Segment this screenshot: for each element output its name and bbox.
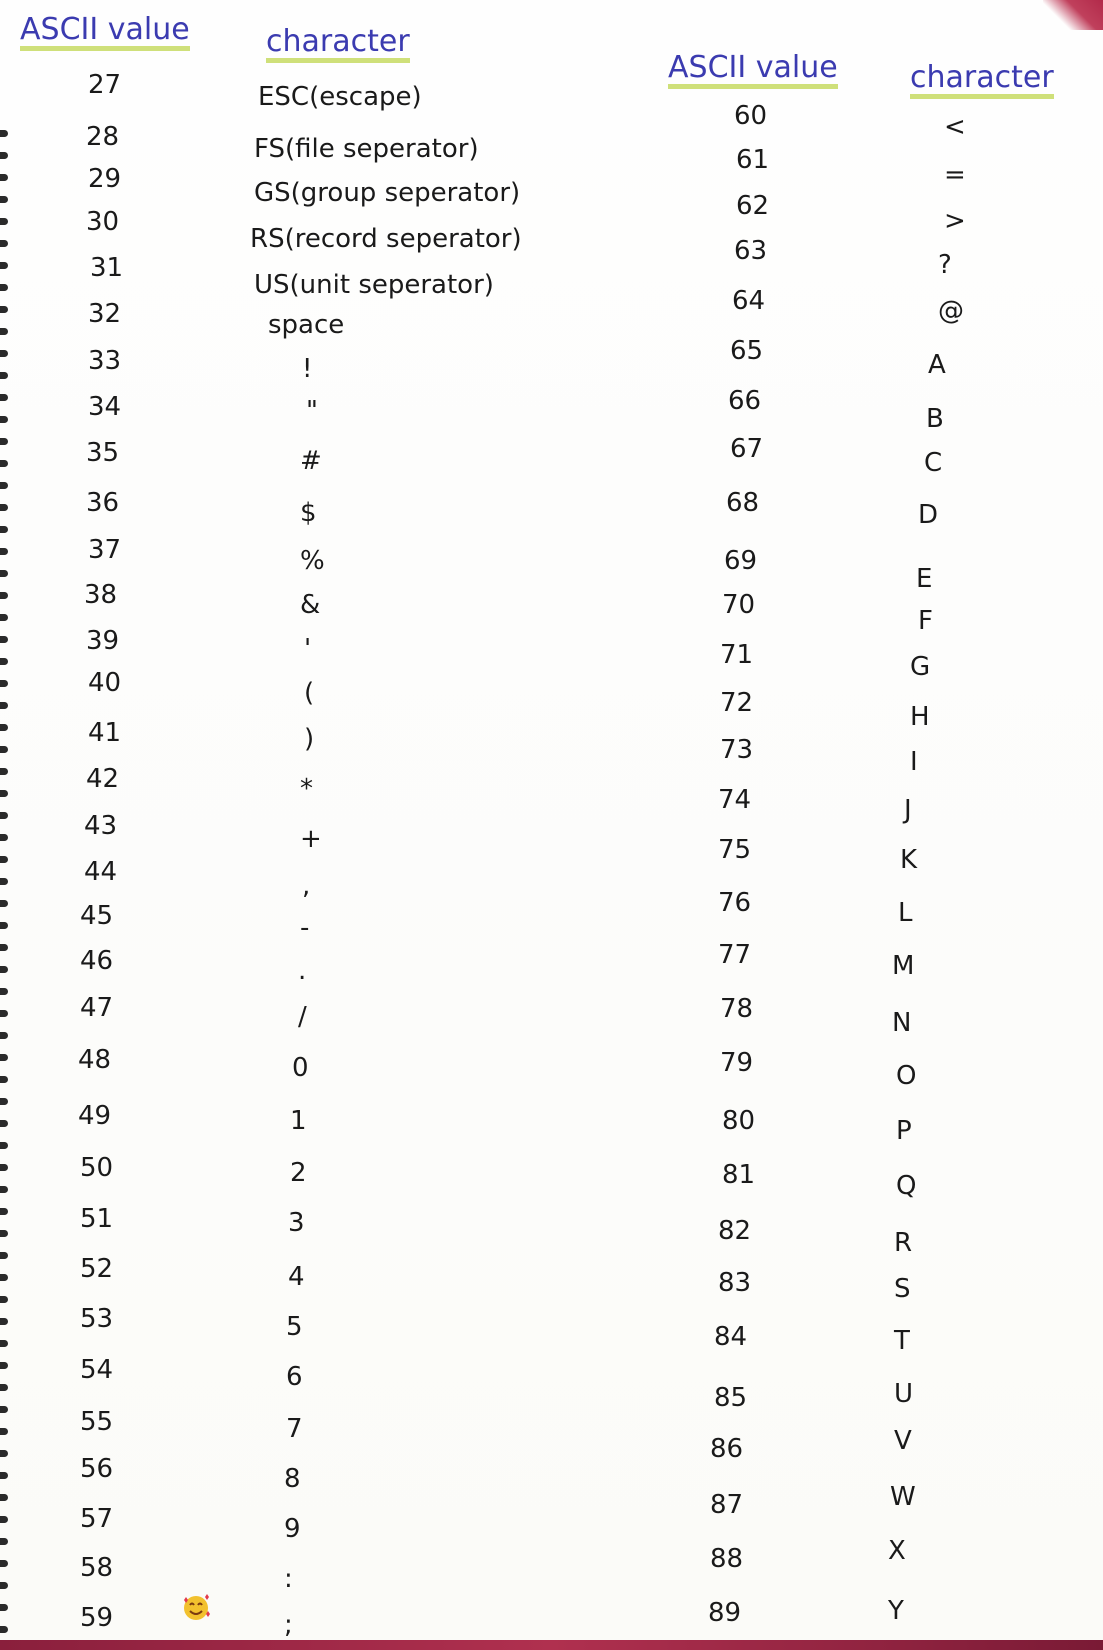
right-character-cell: G bbox=[910, 652, 931, 682]
left-character-cell: % bbox=[300, 546, 325, 576]
right-ascii-value-cell: 65 bbox=[730, 336, 764, 366]
spiral-ring bbox=[0, 1626, 8, 1633]
left-ascii-value-cell: 43 bbox=[84, 811, 118, 841]
left-ascii-value-cell: 31 bbox=[90, 253, 124, 283]
spiral-ring bbox=[0, 460, 8, 467]
left-ascii-value-cell: 58 bbox=[80, 1553, 114, 1583]
right-character-cell: Q bbox=[896, 1171, 917, 1201]
right-character-cell: > bbox=[944, 206, 966, 236]
spiral-ring bbox=[0, 658, 8, 665]
right-ascii-value-cell: 75 bbox=[718, 835, 752, 865]
spiral-ring bbox=[0, 416, 8, 423]
left-character-cell: ( bbox=[304, 678, 315, 708]
spiral-ring bbox=[0, 438, 8, 445]
right-character-cell: U bbox=[894, 1379, 914, 1409]
spiral-ring bbox=[0, 1384, 8, 1391]
right-ascii-value-cell: 81 bbox=[722, 1160, 756, 1190]
right-ascii-value-cell: 79 bbox=[720, 1048, 754, 1078]
spiral-ring bbox=[0, 812, 8, 819]
left-character-cell: RS(record seperator) bbox=[250, 224, 522, 254]
spiral-ring bbox=[0, 922, 8, 929]
spiral-ring bbox=[0, 526, 8, 533]
right-character-cell: E bbox=[916, 564, 933, 594]
spiral-ring bbox=[0, 856, 8, 863]
right-ascii-value-cell: 82 bbox=[718, 1216, 752, 1246]
spiral-ring bbox=[0, 1142, 8, 1149]
right-ascii-value-cell: 70 bbox=[722, 590, 756, 620]
right-character-cell: D bbox=[918, 500, 939, 530]
right-character-cell: S bbox=[894, 1274, 911, 1304]
right-character-cell: F bbox=[918, 606, 933, 636]
left-ascii-value-cell: 44 bbox=[84, 857, 118, 887]
left-character-cell: ! bbox=[302, 354, 313, 384]
spiral-ring bbox=[0, 834, 8, 841]
spiral-ring bbox=[0, 702, 8, 709]
left-ascii-value-cell: 41 bbox=[88, 718, 122, 748]
right-header-character: character bbox=[910, 63, 1054, 99]
left-ascii-value-cell: 55 bbox=[80, 1407, 114, 1437]
left-ascii-value-cell: 53 bbox=[80, 1304, 114, 1334]
spiral-ring bbox=[0, 1604, 8, 1611]
spiral-ring bbox=[0, 1406, 8, 1413]
spiral-ring bbox=[0, 284, 8, 291]
spiral-ring bbox=[0, 1032, 8, 1039]
spiral-ring bbox=[0, 504, 8, 511]
right-ascii-value-cell: 71 bbox=[720, 640, 754, 670]
spiral-ring bbox=[0, 1010, 8, 1017]
spiral-ring bbox=[0, 1362, 8, 1369]
left-character-cell: US(unit seperator) bbox=[254, 270, 494, 300]
spiral-ring bbox=[0, 1186, 8, 1193]
right-character-cell: B bbox=[926, 404, 944, 434]
right-character-cell: L bbox=[898, 898, 913, 928]
left-character-cell: - bbox=[300, 913, 310, 943]
left-ascii-value-cell: 49 bbox=[78, 1101, 112, 1131]
left-character-cell: ; bbox=[284, 1610, 293, 1640]
left-character-cell: # bbox=[300, 446, 322, 476]
right-character-cell: R bbox=[894, 1228, 913, 1258]
spiral-ring bbox=[0, 1098, 8, 1105]
spiral-ring bbox=[0, 394, 8, 401]
spiral-ring bbox=[0, 328, 8, 335]
spiral-ring bbox=[0, 1252, 8, 1259]
left-character-cell: & bbox=[300, 590, 321, 620]
left-character-cell: space bbox=[268, 310, 345, 340]
left-ascii-value-cell: 32 bbox=[88, 299, 122, 329]
left-ascii-value-cell: 59 bbox=[80, 1603, 114, 1633]
right-character-cell: C bbox=[924, 448, 943, 478]
spiral-ring bbox=[0, 1538, 8, 1545]
page-corner-decoration bbox=[1043, 0, 1103, 30]
left-ascii-value-cell: 57 bbox=[80, 1504, 114, 1534]
left-ascii-value-cell: 54 bbox=[80, 1355, 114, 1385]
right-character-cell: T bbox=[894, 1326, 910, 1356]
left-ascii-value-cell: 50 bbox=[80, 1153, 114, 1183]
spiral-ring bbox=[0, 1560, 8, 1567]
right-character-cell: H bbox=[910, 702, 930, 732]
right-ascii-value-cell: 89 bbox=[708, 1598, 742, 1628]
right-character-cell: N bbox=[892, 1008, 912, 1038]
left-character-cell: ESC(escape) bbox=[258, 82, 422, 112]
spiral-ring bbox=[0, 218, 8, 225]
left-character-cell: / bbox=[298, 1002, 307, 1032]
page-bottom-edge bbox=[0, 1640, 1103, 1650]
left-ascii-value-cell: 34 bbox=[88, 392, 122, 422]
right-character-cell: A bbox=[928, 350, 946, 380]
spiral-ring bbox=[0, 1516, 8, 1523]
spiral-ring bbox=[0, 240, 8, 247]
left-ascii-value-cell: 46 bbox=[80, 946, 114, 976]
left-character-cell: 0 bbox=[292, 1053, 309, 1083]
spiral-ring bbox=[0, 768, 8, 775]
right-ascii-value-cell: 63 bbox=[734, 236, 768, 266]
left-ascii-value-cell: 37 bbox=[88, 535, 122, 565]
right-character-cell: M bbox=[892, 951, 915, 981]
spiral-ring bbox=[0, 196, 8, 203]
left-character-cell: 1 bbox=[290, 1106, 307, 1136]
spiral-ring bbox=[0, 1494, 8, 1501]
right-ascii-value-cell: 78 bbox=[720, 994, 754, 1024]
spiral-ring bbox=[0, 1450, 8, 1457]
spiral-ring bbox=[0, 1472, 8, 1479]
left-character-cell: 9 bbox=[284, 1514, 301, 1544]
left-ascii-value-cell: 48 bbox=[78, 1045, 112, 1075]
left-character-cell: 3 bbox=[288, 1208, 305, 1238]
spiral-ring bbox=[0, 592, 8, 599]
left-ascii-value-cell: 52 bbox=[80, 1254, 114, 1284]
right-ascii-value-cell: 64 bbox=[732, 286, 766, 316]
spiral-ring bbox=[0, 636, 8, 643]
left-ascii-value-cell: 47 bbox=[80, 993, 114, 1023]
spiral-ring bbox=[0, 1274, 8, 1281]
right-ascii-value-cell: 76 bbox=[718, 888, 752, 918]
right-ascii-value-cell: 69 bbox=[724, 546, 758, 576]
spiral-ring bbox=[0, 724, 8, 731]
left-character-cell: * bbox=[300, 774, 313, 804]
left-character-cell: + bbox=[300, 824, 322, 854]
left-character-cell: : bbox=[284, 1564, 293, 1594]
right-character-cell: J bbox=[904, 795, 912, 825]
spiral-ring bbox=[0, 900, 8, 907]
left-ascii-value-cell: 33 bbox=[88, 346, 122, 376]
smiling-face-with-hearts-icon bbox=[180, 1592, 212, 1622]
right-ascii-value-cell: 74 bbox=[718, 785, 752, 815]
right-character-cell: O bbox=[896, 1061, 917, 1091]
left-character-cell: ) bbox=[304, 724, 315, 754]
left-ascii-value-cell: 27 bbox=[88, 70, 122, 100]
right-character-cell: = bbox=[944, 160, 966, 190]
right-ascii-value-cell: 84 bbox=[714, 1322, 748, 1352]
right-ascii-value-cell: 60 bbox=[734, 101, 768, 131]
spiral-ring bbox=[0, 1208, 8, 1215]
spiral-ring bbox=[0, 746, 8, 753]
right-ascii-value-cell: 85 bbox=[714, 1383, 748, 1413]
left-character-cell: FS(file seperator) bbox=[254, 134, 479, 164]
left-character-cell: . bbox=[298, 956, 307, 986]
spiral-ring bbox=[0, 1164, 8, 1171]
right-ascii-value-cell: 77 bbox=[718, 940, 752, 970]
right-ascii-value-cell: 62 bbox=[736, 191, 770, 221]
left-character-cell: , bbox=[302, 871, 311, 901]
spiral-binding bbox=[0, 0, 14, 1650]
left-character-cell: 6 bbox=[286, 1362, 303, 1392]
right-ascii-value-cell: 80 bbox=[722, 1106, 756, 1136]
left-ascii-value-cell: 39 bbox=[86, 626, 120, 656]
spiral-ring bbox=[0, 944, 8, 951]
left-character-cell: 4 bbox=[288, 1262, 305, 1292]
right-ascii-value-cell: 68 bbox=[726, 488, 760, 518]
right-character-cell: I bbox=[910, 747, 918, 777]
right-ascii-value-cell: 72 bbox=[720, 688, 754, 718]
left-ascii-value-cell: 45 bbox=[80, 901, 114, 931]
right-character-cell: K bbox=[900, 845, 918, 875]
spiral-ring bbox=[0, 614, 8, 621]
right-ascii-value-cell: 88 bbox=[710, 1544, 744, 1574]
spiral-ring bbox=[0, 878, 8, 885]
left-ascii-value-cell: 42 bbox=[86, 764, 120, 794]
spiral-ring bbox=[0, 1582, 8, 1589]
left-ascii-value-cell: 28 bbox=[86, 122, 120, 152]
spiral-ring bbox=[0, 988, 8, 995]
spiral-ring bbox=[0, 262, 8, 269]
left-ascii-value-cell: 38 bbox=[84, 580, 118, 610]
left-ascii-value-cell: 51 bbox=[80, 1204, 114, 1234]
spiral-ring bbox=[0, 1296, 8, 1303]
right-character-cell: < bbox=[944, 112, 966, 142]
spiral-ring bbox=[0, 1076, 8, 1083]
spiral-ring bbox=[0, 548, 8, 555]
left-character-cell: 7 bbox=[286, 1414, 303, 1444]
right-ascii-value-cell: 66 bbox=[728, 386, 762, 416]
left-character-cell: 8 bbox=[284, 1464, 301, 1494]
left-character-cell: GS(group seperator) bbox=[254, 178, 521, 208]
left-character-cell: 5 bbox=[286, 1312, 303, 1342]
spiral-ring bbox=[0, 482, 8, 489]
spiral-ring bbox=[0, 306, 8, 313]
right-character-cell: P bbox=[896, 1116, 912, 1146]
spiral-ring bbox=[0, 1054, 8, 1061]
spiral-ring bbox=[0, 130, 8, 137]
spiral-ring bbox=[0, 174, 8, 181]
right-character-cell: X bbox=[888, 1536, 906, 1566]
spiral-ring bbox=[0, 350, 8, 357]
right-ascii-value-cell: 73 bbox=[720, 735, 754, 765]
spiral-ring bbox=[0, 372, 8, 379]
spiral-ring bbox=[0, 1340, 8, 1347]
spiral-ring bbox=[0, 1230, 8, 1237]
right-character-cell: Y bbox=[888, 1596, 904, 1626]
spiral-ring bbox=[0, 966, 8, 973]
left-character-cell: ' bbox=[304, 634, 312, 664]
right-ascii-value-cell: 87 bbox=[710, 1490, 744, 1520]
left-ascii-value-cell: 36 bbox=[86, 488, 120, 518]
right-character-cell: V bbox=[894, 1426, 912, 1456]
left-ascii-value-cell: 29 bbox=[88, 164, 122, 194]
spiral-ring bbox=[0, 570, 8, 577]
left-character-cell: $ bbox=[300, 498, 317, 528]
left-ascii-value-cell: 30 bbox=[86, 207, 120, 237]
spiral-ring bbox=[0, 680, 8, 687]
left-header-ascii-value: ASCII value bbox=[20, 15, 190, 51]
right-ascii-value-cell: 67 bbox=[730, 434, 764, 464]
right-ascii-value-cell: 86 bbox=[710, 1434, 744, 1464]
spiral-ring bbox=[0, 1120, 8, 1127]
left-ascii-value-cell: 35 bbox=[86, 438, 120, 468]
spiral-ring bbox=[0, 1318, 8, 1325]
left-character-cell: " bbox=[306, 396, 318, 426]
right-header-ascii-value: ASCII value bbox=[668, 53, 838, 89]
right-ascii-value-cell: 61 bbox=[736, 145, 770, 175]
right-character-cell: ? bbox=[938, 250, 952, 280]
spiral-ring bbox=[0, 152, 8, 159]
right-character-cell: W bbox=[890, 1482, 916, 1512]
left-ascii-value-cell: 56 bbox=[80, 1454, 114, 1484]
spiral-ring bbox=[0, 790, 8, 797]
spiral-ring bbox=[0, 1428, 8, 1435]
right-ascii-value-cell: 83 bbox=[718, 1268, 752, 1298]
left-character-cell: 2 bbox=[290, 1158, 307, 1188]
left-ascii-value-cell: 40 bbox=[88, 668, 122, 698]
right-character-cell: @ bbox=[938, 296, 964, 326]
left-header-character: character bbox=[266, 27, 410, 63]
